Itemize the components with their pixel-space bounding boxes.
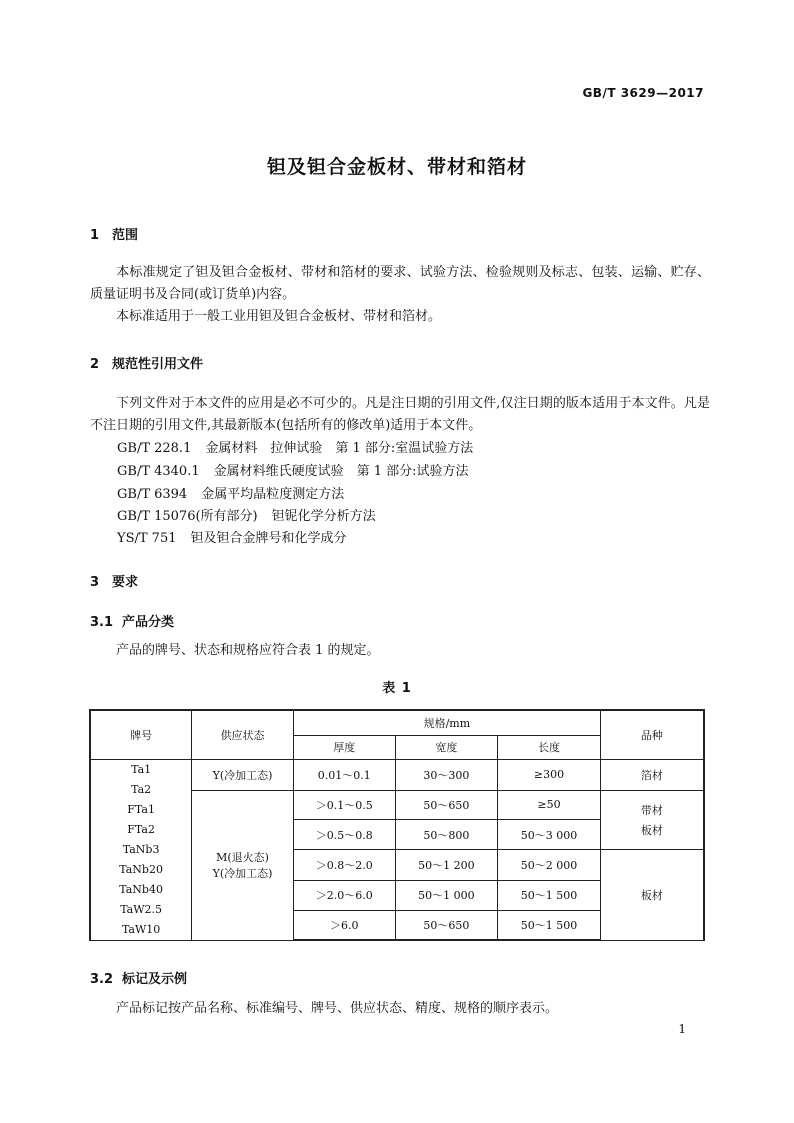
section-number: 3 xyxy=(90,575,100,590)
width-cell: 50～800 xyxy=(395,820,498,850)
grade-item: FTa2 xyxy=(127,822,155,836)
grade-item: FTa1 xyxy=(127,802,155,816)
reference-title: 钽及钽合金牌号和化学成分 xyxy=(190,531,347,546)
reference-item xyxy=(117,505,376,524)
document-title: 钽及钽合金板材、带材和箔材 xyxy=(266,156,527,178)
length-cell: ≥300 xyxy=(498,759,601,790)
thickness-cell: ＞0.1～0.5 xyxy=(293,790,395,820)
reference-item xyxy=(117,527,347,546)
variety-cell xyxy=(600,790,704,850)
section-1-heading xyxy=(90,224,138,243)
paragraph-text: 下列文件对于本文件的应用是必不可少的。凡是注日期的引用文件,仅注日期的版本适用于本文件。凡是不注日期的引用文件,其最新版本(包括所有的修改单)适用于本文件。 xyxy=(90,396,710,433)
supply-state-cell xyxy=(192,790,294,940)
section-2-heading xyxy=(90,353,203,372)
reference-title: 金属平均晶粒度测定方法 xyxy=(201,487,345,502)
width-cell: 50～1 000 xyxy=(395,880,498,910)
supply-state-cold: Y(冷加工态) xyxy=(212,867,273,880)
variety-strip: 带材 xyxy=(640,803,663,817)
width-cell: 50～650 xyxy=(395,790,498,820)
page-number: 1 xyxy=(678,1022,686,1036)
section-3-2-heading xyxy=(90,968,187,987)
header-spec: 规格/mm xyxy=(293,710,600,735)
length-cell: ≥50 xyxy=(498,790,601,820)
section-3-heading xyxy=(90,571,138,590)
grade-item: Ta1 xyxy=(131,762,152,776)
grade-item: Ta2 xyxy=(131,782,152,796)
supply-state-cell: Y(冷加工态) xyxy=(192,759,294,790)
section-number: 1 xyxy=(90,228,100,243)
header-thickness: 厚度 xyxy=(293,735,395,759)
reference-item xyxy=(117,437,473,456)
classification-paragraph xyxy=(90,640,710,662)
length-cell: 50～1 500 xyxy=(498,880,601,910)
section-number: 2 xyxy=(90,357,100,372)
variety-cell: 箔材 xyxy=(600,759,704,790)
reference-code: GB/T 228.1 xyxy=(117,441,192,456)
standard-code: GB/T 3629—2017 xyxy=(582,86,704,100)
width-cell: 50～1 200 xyxy=(395,850,498,881)
width-cell: 50～650 xyxy=(395,910,498,940)
thickness-cell: ＞2.0～6.0 xyxy=(293,880,395,910)
length-cell: 50～3 000 xyxy=(498,820,601,850)
header-supply-state: 供应状态 xyxy=(192,710,294,759)
scope-paragraph-2 xyxy=(90,306,710,328)
header-grade: 牌号 xyxy=(90,710,192,759)
reference-title: 钽铌化学分析方法 xyxy=(271,509,376,524)
reference-code: GB/T 4340.1 xyxy=(117,464,200,479)
reference-item xyxy=(117,483,344,502)
length-cell: 50～2 000 xyxy=(498,850,601,881)
grade-list-cell xyxy=(90,759,192,940)
paragraph-text: 产品的牌号、状态和规格应符合表 1 的规定。 xyxy=(116,643,380,658)
section-title: 范围 xyxy=(112,228,139,243)
table-header-row xyxy=(90,710,704,735)
header-length: 长度 xyxy=(498,735,601,759)
paragraph-text: 产品标记按产品名称、标准编号、牌号、供应状态、精度、规格的顺序表示。 xyxy=(116,1001,559,1016)
header-variety: 品种 xyxy=(600,710,704,759)
reference-code: GB/T 6394 xyxy=(117,487,188,502)
header-width: 宽度 xyxy=(395,735,498,759)
reference-item xyxy=(117,460,469,479)
references-intro-paragraph xyxy=(90,393,710,437)
section-title: 标记及示例 xyxy=(122,972,188,987)
thickness-cell: 0.01～0.1 xyxy=(293,759,395,790)
reference-code: YS/T 751 xyxy=(117,531,177,546)
section-title: 要求 xyxy=(112,575,139,590)
section-3-1-heading xyxy=(90,611,174,630)
scope-paragraph-1 xyxy=(90,262,710,306)
thickness-cell: ＞6.0 xyxy=(293,910,395,940)
reference-code: GB/T 15076(所有部分) xyxy=(117,509,258,524)
supply-state-annealed: M(退火态) xyxy=(216,851,269,864)
reference-title: 金属材料维氏硬度试验 第 1 部分:试验方法 xyxy=(213,464,469,479)
variety-cell: 板材 xyxy=(600,850,704,941)
grade-item: TaNb3 xyxy=(122,842,160,856)
section-title: 规范性引用文件 xyxy=(112,357,204,372)
table-row xyxy=(90,759,704,790)
marking-paragraph xyxy=(90,998,710,1020)
product-spec-table xyxy=(89,709,705,941)
length-cell: 50～1 500 xyxy=(498,910,601,940)
grade-item: TaW2.5 xyxy=(120,902,163,916)
reference-title: 金属材料 拉伸试验 第 1 部分:室温试验方法 xyxy=(205,441,474,456)
paragraph-text: 本标准规定了钽及钽合金板材、带材和箔材的要求、试验方法、检验规则及标志、包装、运输、贮存、质量证明书及合同(或订货单)内容。 xyxy=(90,265,710,302)
thickness-cell: ＞0.8～2.0 xyxy=(293,850,395,881)
grade-item: TaNb20 xyxy=(119,862,163,876)
section-title: 产品分类 xyxy=(122,615,175,630)
grade-item: TaW10 xyxy=(121,922,161,936)
section-number: 3.2 xyxy=(90,972,114,987)
thickness-cell: ＞0.5～0.8 xyxy=(293,820,395,850)
table-caption: 表 1 xyxy=(382,681,412,696)
grade-item: TaNb40 xyxy=(119,882,163,896)
paragraph-text: 本标准适用于一般工业用钽及钽合金板材、带材和箔材。 xyxy=(116,309,442,324)
width-cell: 30～300 xyxy=(395,759,498,790)
section-number: 3.1 xyxy=(90,615,114,630)
variety-plate: 板材 xyxy=(640,823,663,837)
